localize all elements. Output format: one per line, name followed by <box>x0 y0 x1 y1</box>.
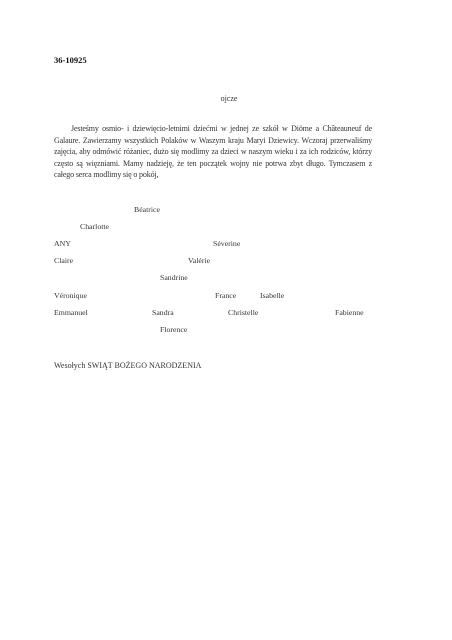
signature-claire: Claire <box>54 256 74 265</box>
signature-sandrine: Sandrine <box>160 273 188 282</box>
signature-severine: Séverine <box>213 239 241 248</box>
signature-charlotte: Charlotte <box>80 222 110 231</box>
greeting <box>0 94 452 103</box>
signature-isabelle: Isabelle <box>260 291 285 300</box>
signature-france: France <box>215 291 237 300</box>
signature-christelle: Christelle <box>228 308 259 317</box>
signature-beatrice: Béatrice <box>134 205 160 214</box>
signature-fabienne: Fabienne <box>335 308 364 317</box>
signature-valerie: Valérie <box>188 256 211 265</box>
document-reference: 36-10925 <box>54 55 87 65</box>
closing-wishes: Wesołych SWIĄT BOŻEGO NARODZENIA <box>54 361 202 370</box>
signature-emmanuel: Emmanuel <box>54 308 88 317</box>
letter-body: Jesteśmy osmio- i dziewięcio-letnimi dziećmi w jednej ze szkół w Diöme a Châteauneuf de Galaure. Zawierzamy wszystkich Polaków w Waszym kraju Maryi Dziewicy. Wczoraj przerwaliśmy zajęcia, aby odmówić różaniec, dużo się modlimy za dzieci w naszym wieku i za ich rodziców, którzy często są więzniami. Mamy nadzieję, że ten początek wojny nie potrwa zbyt długo. Tymczasem z całego serca modlimy się o pokój, <box>54 124 372 179</box>
signature-sandra: Sandra <box>152 308 174 317</box>
signature-any: ANY <box>54 239 71 248</box>
signature-florence: Florence <box>160 325 188 334</box>
signature-veronique: Véronique <box>54 291 87 300</box>
greeting-text: ojcze <box>220 94 238 103</box>
